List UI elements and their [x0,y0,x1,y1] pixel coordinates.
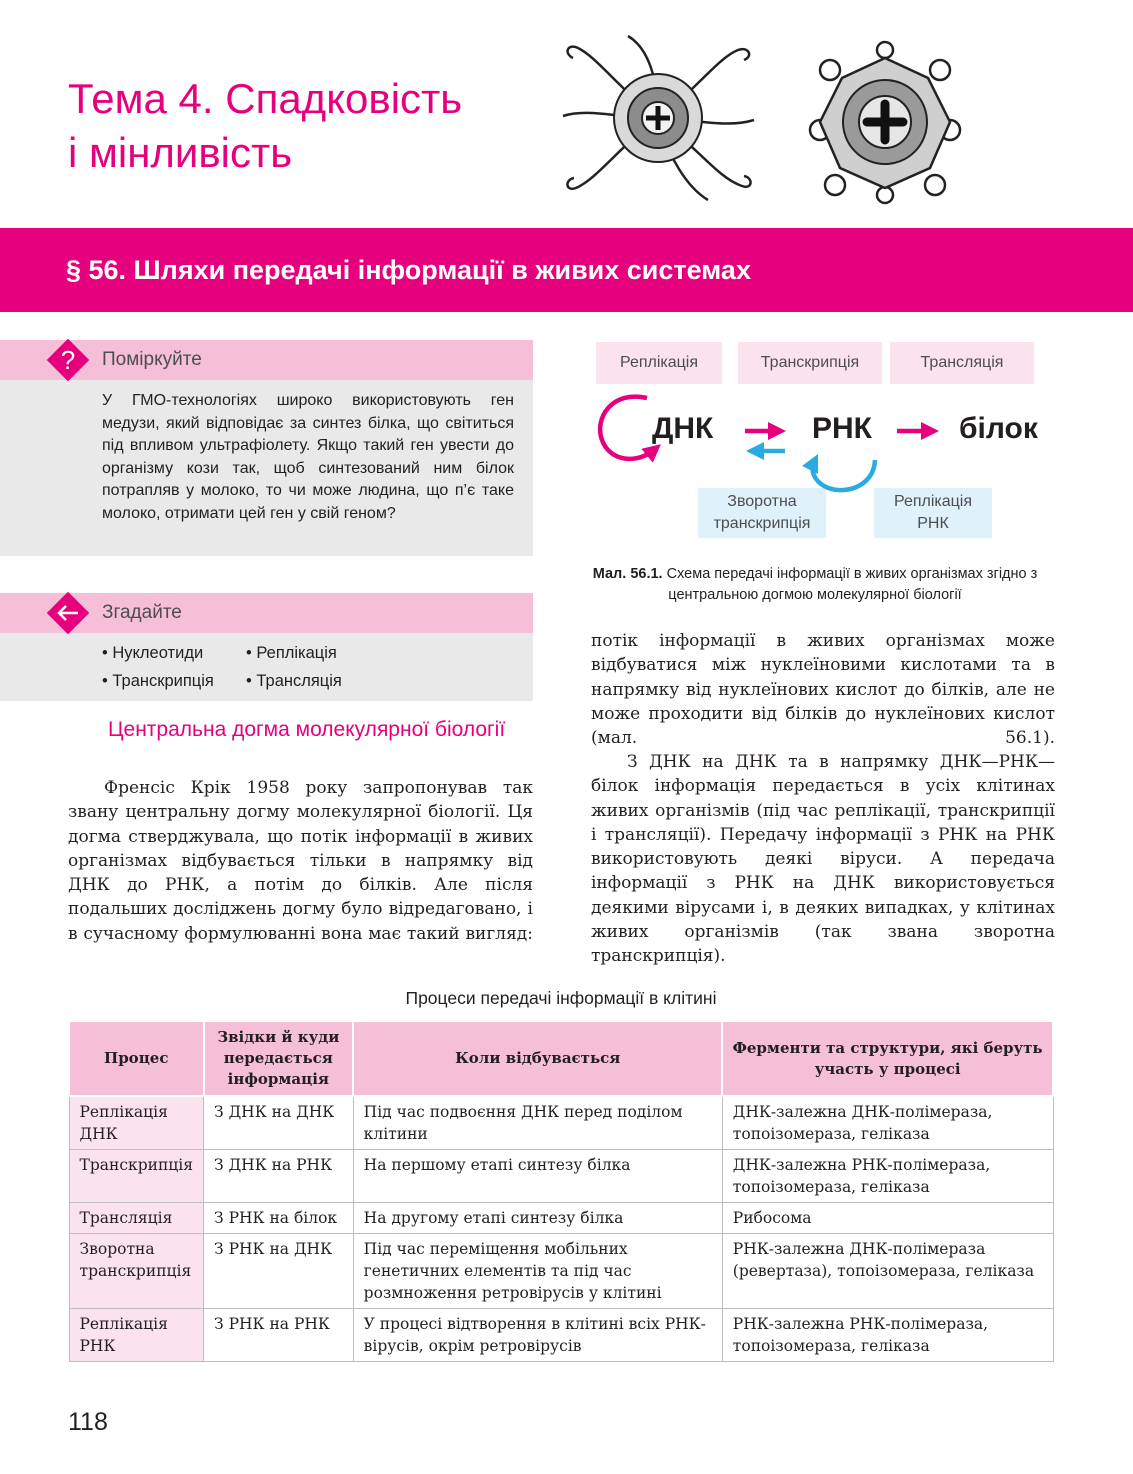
scheme-arrows [592,338,1052,548]
label-translation: Трансляція [890,342,1034,384]
subheading: Центральна догма молекулярної біології [108,718,506,741]
central-dogma-scheme [592,338,1052,548]
label-replication: Реплікація [596,342,722,384]
table-cell-enzymes: РНК-залежна РНК-полімераза, топоізомераза, геліказа [722,1309,1053,1362]
recall-item: • Нуклеотиди [102,644,204,662]
topic-title-line-1: Тема 4. Спадковість [68,75,463,122]
label-transcription: Транскрипція [738,342,882,384]
think-box [0,340,533,556]
table-cell-process: Трансляція [69,1203,204,1234]
label-reverse-line-1: Зворотна [727,493,797,510]
section-band [0,228,1133,312]
question-mark-icon [46,338,90,382]
arrow-left-icon [46,591,90,635]
table-caption: Процеси передачі інформації в клітині [405,988,717,1008]
table-row [69,1150,1053,1203]
table-cell-enzymes: РНК-залежна ДНК-полімераза (ревертаза), топоізомераза, геліказа [722,1234,1053,1309]
label-rna-rep-line-1: Реплікація [893,493,973,510]
think-box-heading: Поміркуйте [102,349,202,370]
topic-title [68,72,548,180]
jellyfish-illustration-2 [800,40,970,205]
table-cell-direction: З РНК на ДНК [204,1234,354,1309]
right-paragraph-2: З ДНК на ДНК та в напрямку ДНК—РНК—білок інформація передається в усіх клітинах живих організмів (під час реплікації, транскрипції і трансляції). Передачу інформації з РНК на РНК використовують деякі віруси. А передача інформації з РНК на ДНК використовується деякими вірусами і, в деяких випадках, у клітинах живих організмів (так звана зворотна транскрипція). [591,752,1055,967]
topic-title-line-2: і мінливість [68,129,293,176]
table-row [69,1203,1053,1234]
table-cell-process: Реплікація РНК [69,1309,204,1362]
table-cell-when: Під час подвоєння ДНК перед поділом клітини [353,1096,722,1150]
table-header-direction: Звідки й куди передається інформація [204,1021,354,1096]
table-cell-direction: З РНК на білок [204,1203,354,1234]
table-cell-process: Транскрипція [69,1150,204,1203]
table-cell-direction: З ДНК на РНК [204,1150,354,1203]
recall-item: • Трансляція [246,672,342,690]
left-paragraph: Френсіс Крік 1958 року запропонував так звану центральну догму молекулярної біології. Ця догма стверджувала, що потік інформації в живих організмах відбувається тільки в напрямку від ДНК до РНК, а потім до білків. Але після подальших досліджень догму було відредаговано, і в сучасному формулюванні вона має такий вигляд: [68,778,533,944]
right-paragraph-1: потік інформації в живих організмах може відбуватися між нуклеїновими кислотами та в напрямку від нуклеїнових кислот до білків, але не може проходити від білків до нуклеїнових кислот (мал. 56.1). [591,631,1055,749]
figure-caption [580,564,1050,606]
table-cell-process: Реплікація ДНК [69,1096,204,1150]
table-cell-direction: З ДНК на ДНК [204,1096,354,1150]
table-header-process: Процес [69,1021,204,1096]
recall-item: • Реплікація [246,644,337,662]
label-rna-rep-line-2: РНК [917,515,949,532]
table-cell-when: У процесі відтворення в клітині всіх РНК-вірусів, окрім ретровірусів [353,1309,722,1362]
table-row [69,1234,1053,1309]
molecule-rna: РНК [812,412,872,445]
molecule-dna: ДНК [652,412,714,445]
page-number: 118 [68,1408,108,1436]
recall-box-heading: Згадайте [102,602,182,623]
table-cell-when: На першому етапі синтезу білка [353,1150,722,1203]
figure-caption-label: Мал. 56.1. [592,566,663,582]
table-cell-enzymes: Рибосома [722,1203,1053,1234]
recall-box [0,593,533,701]
table-cell-enzymes: ДНК-залежна РНК-полімераза, топоізомераза, геліказа [722,1150,1053,1203]
table-cell-process: Зворотна транскрипція [69,1234,204,1309]
replication-cycle-arrow [600,397,654,459]
molecule-protein: білок [959,412,1038,445]
rna-replication-cycle-arrow [812,460,875,490]
table-header-when: Коли відбувається [353,1021,722,1096]
table-cell-direction: З РНК на РНК [204,1309,354,1362]
recall-item: • Транскрипція [102,672,214,690]
section-title: § 56. Шляхи передачі інформації в живих системах [66,255,751,285]
table-cell-enzymes: ДНК-залежна ДНК-полімераза, топоізомераза, геліказа [722,1096,1053,1150]
jellyfish-illustration-1 [558,28,758,208]
process-table [68,1020,1054,1362]
label-reverse-line-2: транскрипція [713,515,811,532]
think-box-text: У ГМО-технологіях широко використовують ген медузи, який відповідає за синтез білка, що світиться під впливом ультрафіолету. Якщо такий ген увести до організму кози так, щоб синтезований ним білок потрапляв у молоко, то чи може людина, що п’є таке молоко, отримати цей ген у свій геном? [102,392,514,522]
recall-list [102,639,522,695]
table-header-row [69,1021,1053,1096]
table-row [69,1309,1053,1362]
table-cell-when: На другому етапі синтезу білка [353,1203,722,1234]
svg-text:?: ? [60,345,76,375]
table-row [69,1096,1053,1150]
table-cell-when: Під час переміщення мобільних генетичних елементів та під час розмноження ретровірусів у клітині [353,1234,722,1309]
table-header-enzymes: Ферменти та структури, які беруть участь у процесі [722,1021,1053,1096]
figure-caption-text: Схема передачі інформації в живих організмах згідно з центральною догмою молекулярної біології [666,566,1038,603]
